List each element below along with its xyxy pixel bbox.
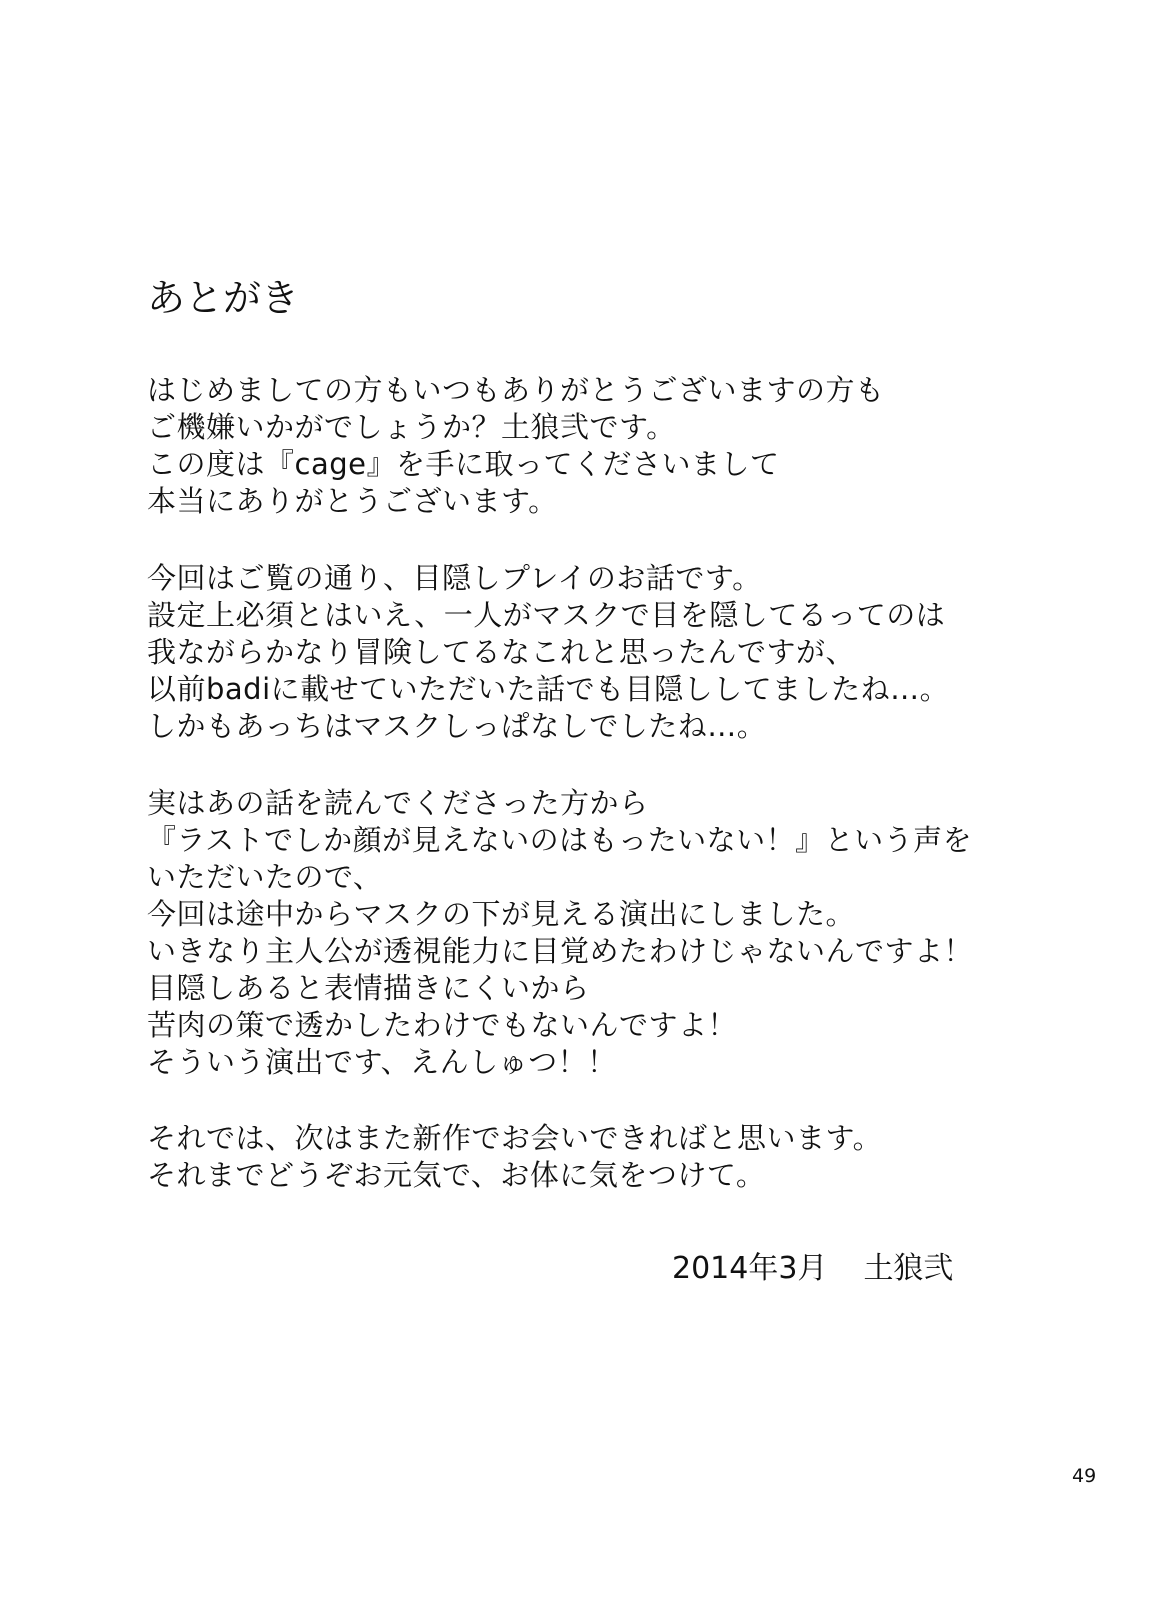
text-line: 苦肉の策で透かしたわけでもないんですよ！ [147,1008,738,1042]
text-line: 今回は途中からマスクの下が見える演出にしました。 [147,897,856,931]
text-line: 『ラストでしか顔が見えないのはもったいない！』という声を [147,823,973,857]
text-line: いただいたので、 [147,860,383,894]
text-line: この度は『cage』を手に取ってくださいまして [147,447,780,481]
text-line: 以前badiに載せていただいた話でも目隠ししてましたね…。 [147,672,950,706]
text-line: 実はあの話を読んでくださった方から [147,786,649,820]
text-line: 目隠しあると表情描きにくいから [147,971,590,1005]
text-line: いきなり主人公が透視能力に目覚めたわけじゃないんですよ！ [147,934,974,968]
page-title: あとがき [147,276,300,320]
paragraph-closing [147,1120,882,1194]
text-line: 設定上必須とはいえ、一人がマスクで目を隠してるってのは [147,598,946,632]
text-line: はじめましての方もいつもありがとうございますの方も [147,373,885,407]
text-line: 我ながらかなり冒険してるなこれと思ったんですが、 [147,635,856,669]
paragraph-feedback [147,785,973,1081]
text-line: 本当にありがとうございます。 [147,484,558,518]
text-line: しかもあっちはマスクしっぱなしでしたね…。 [147,709,767,743]
paragraph-story [147,560,949,745]
signature [672,1250,953,1288]
paragraph-greeting [147,372,885,520]
page-number: 49 [1072,1465,1097,1487]
text-line: それまでどうぞお元気で、お体に気をつけて。 [147,1158,766,1192]
signature-date: 2014年3月 [672,1251,828,1286]
text-line: 今回はご覧の通り、目隠しプレイのお話です。 [147,561,762,595]
text-line: それでは、次はまた新作でお会いできればと思います。 [147,1121,883,1155]
text-line: そういう演出です、えんしゅつ！！ [147,1045,617,1079]
signature-author: 土狼弐 [863,1251,954,1286]
text-line: ご機嫌いかがでしょうか？土狼弐です。 [147,410,676,444]
